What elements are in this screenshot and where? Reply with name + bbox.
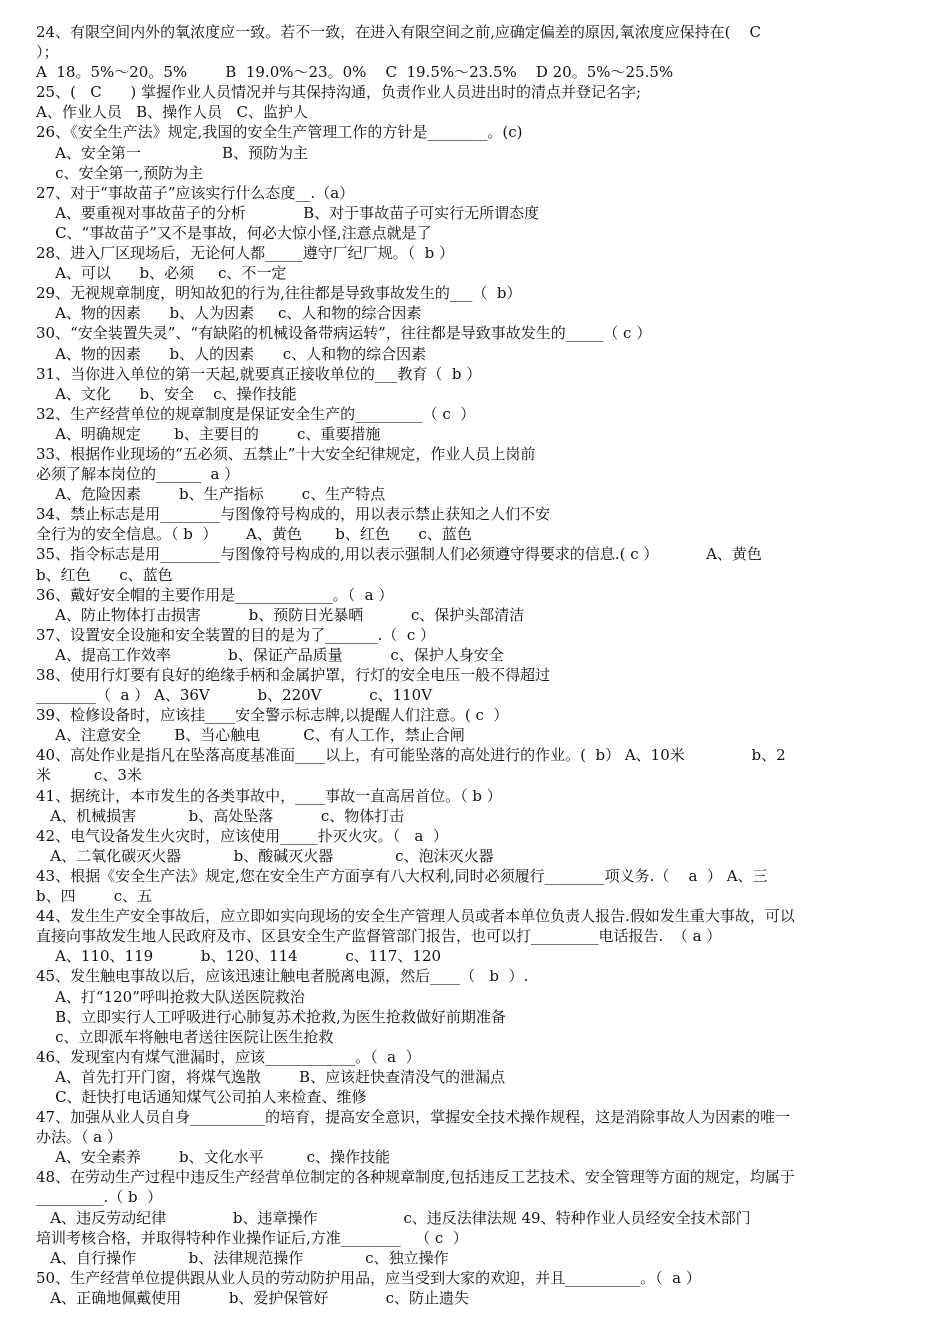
text-line: 38、使用行灯要有良好的绝缘手柄和金属护罩，行灯的安全电压一般不得超过 [36,666,551,684]
text-line: 37、设置安全设施和安全装置的目的是为了_______.（ c ） [36,625,436,644]
text-line: A、机械损害 b、高处坠落 c、物体打击 [36,806,405,825]
text-line: 米 c、3米 [36,766,142,785]
text-line: b、红色 c、蓝色 [36,565,173,584]
text-line: 31、当你进入单位的第一天起,就要真正接收单位的___教育（ b ） [36,364,482,383]
text-line: A、正确地佩戴使用 b、爱护保管好 c、防止遗失 [36,1288,470,1307]
text-line: A、二氧化碳灭火器 b、酸碱灭火器 c、泡沫灭火器 [36,846,494,865]
text-line: ________（ a ） A、36V b、220V c、110V [36,686,433,705]
text-line: A、明确规定 b、主要目的 c、重要措施 [36,424,381,443]
text-line: A 18。5%～20。5% B 19.0%～23。0% C 19.5%～23.5% D 20。5%～25.5% [36,63,674,82]
text-line: 39、检修设备时，应该挂____安全警示标志牌,以提醒人们注意。( c ） [36,706,509,725]
text-line: A、要重视对事故苗子的分析 B、对于事故苗子可实行无所谓态度 [36,203,540,222]
text-line: 32、生产经营单位的规章制度是保证安全生产的_________（ c ） [36,404,476,423]
text-line: 29、无视规章制度，明知故犯的行为,往往都是导致事故发生的___（ b） [36,284,522,303]
text-line: ）； [36,43,59,62]
text-line: A、安全第一 B、预防为主 [36,143,308,162]
text-line: 47、加强从业人员自身__________的培育，提高安全意识，掌握安全技术操作规程，这是消除事故人为因素的唯一 [36,1108,791,1127]
text-line: A、可以 b、必须 c、不一定 [36,264,287,283]
text-line: 42、电气设备发生火灾时，应该使用_____扑灭火灾。（ a ） [36,826,448,845]
text-line: 50、生产经营单位提供跟从业人员的劳动防护用品，应当受到大家的欢迎，并且__________。（ a ） [36,1268,701,1287]
text-line: A、危险因素 b、生产指标 c、生产特点 [36,485,386,504]
text-line: A、110、119 b、120、114 c、117、120 [36,947,442,966]
text-line: 40、高处作业是指凡在坠落高度基准面____以上，有可能坠落的高处进行的作业。( b） A、10米 b、2 [36,746,786,765]
text-line: A、文化 b、安全 c、操作技能 [36,384,297,403]
text-line: 33、根据作业现场的“五必须、五禁止”十大安全纪律规定，作业人员上岗前 [36,444,536,463]
text-line: c、立即派车将触电者送往医院让医生抢救 [36,1027,334,1046]
text-line: 30、“安全装置失灵”、“有缺陷的机械设备带病运转”，往往都是导致事故发生的_____（ c ） [36,324,652,343]
text-line: 41、据统计，本市发生的各类事故中，____事故一直高居首位。（ b ） [36,786,502,805]
text-line: _________.（ b ） [36,1188,163,1207]
text-line: 26、《安全生产法》规定,我国的安全生产管理工作的方针是________。(c) [36,123,523,142]
text-line: A、自行操作 b、法律规范操作 c、独立操作 [36,1248,449,1267]
text-line: 培训考核合格，并取得特种作业操作证后,方准________ （ c ） [36,1228,468,1247]
text-line: 43、根据《安全生产法》规定,您在安全生产方面享有八大权利,同时必须履行________项义务.（ a ） A、三 [36,866,768,885]
text-line: 直接向事故发生地人民政府及市、区县安全生产监督管部门报告，也可以打_________电话报告. （ a ） [36,927,722,946]
text-line: A、物的因素 b、人为因素 c、人和物的综合因素 [36,304,422,323]
text-line: C、“事故苗子”又不是事故，何必大惊小怪,注意点就是了 [36,223,432,242]
text-line: 全行为的安全信息。（ b ） A、黄色 b、红色 c、蓝色 [36,525,472,544]
text-line: b、四 c、五 [36,887,153,906]
text-line: C、赶快打电话通知煤气公司拍人来检查、维修 [36,1087,367,1106]
text-line: 34、禁止标志是用________与图像符号构成的，用以表示禁止获知之人们不安 [36,505,551,524]
text-line: 必须了解本岗位的______ a ） [36,465,240,484]
text-line: 44、发生生产安全事故后，应立即如实向现场的安全生产管理人员或者本单位负责人报告.假如发生重大事故，可以 [36,907,795,926]
text-line: 24、有限空间内外的氧浓度应一致。若不一致，在进入有限空间之前,应确定偏差的原因,氧浓度应保持在( C [36,23,762,41]
text-line: A、首先打开门窗，将煤气逸散 B、应该赶快查清没气的泄漏点 [36,1067,506,1086]
text-line: 36、戴好安全帽的主要作用是_____________。（ a ） [36,585,394,604]
text-line: A、打“120”呼叫抢救大队送医院救治 [36,987,305,1006]
text-line: A、提高工作效率 b、保证产品质量 c、保护人身安全 [36,645,504,664]
text-line: A、物的因素 b、人的因素 c、人和物的综合因素 [36,344,427,363]
text-line: 28、进入厂区现场后，无论何人都_____遵守厂纪厂规。（ b ） [36,244,454,263]
text-line: A、违反劳动纪律 b、违章操作 c、违反法律法规 49、特种作业人员经安全技术部门 [36,1208,751,1227]
text-line: 35、指令标志是用________与图像符号构成的,用以表示强制人们必须遵守得要求的信息.( c ） A、黄色 [36,545,762,564]
text-line: A、作业人员 B、操作人员 C、监护人 [36,103,308,122]
text-line: 46、发现室内有煤气泄漏时，应该____________。（ a ） [36,1047,421,1066]
text-line: B、立即实行人工呼吸进行心肺复苏术抢救,为医生抢救做好前期准备 [36,1007,506,1026]
text-line: 25、( C ) 掌握作业人员情况并与其保持沟通，负责作业人员进出时的清点并登记名字; [36,83,642,102]
text-line: 27、对于“事故苗子”应该实行什么态度__.（a） [36,183,355,202]
text-line: 办法。（ a ） [36,1128,122,1147]
text-line: 45、发生触电事故以后，应该迅速让触电者脱离电源，然后____（ b ）. [36,967,529,986]
text-line: 48、在劳动生产过程中违反生产经营单位制定的各种规章制度,包括违反工艺技术、安全管理等方面的规定，均属于 [36,1168,795,1187]
text-line: A、安全素养 b、文化水平 c、操作技能 [36,1148,390,1167]
text-line: A、注意安全 B、当心触电 C、有人工作，禁止合闸 [36,726,465,745]
text-line: A、防止物体打击损害 b、预防日光暴晒 c、保护头部清洁 [36,605,525,624]
text-line: c、安全第一,预防为主 [36,163,204,182]
